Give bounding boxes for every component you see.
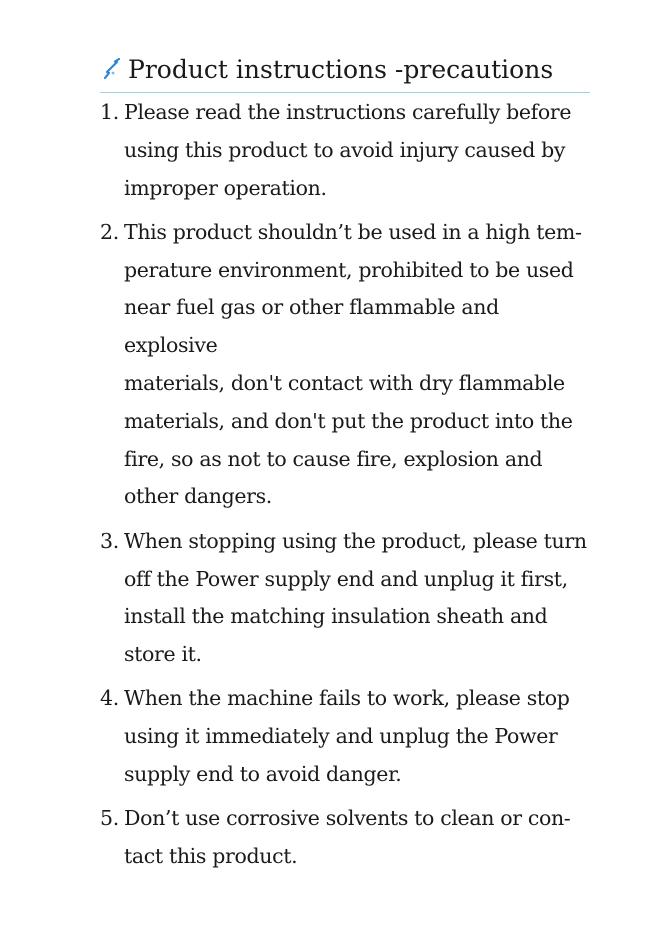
list-item	[100, 680, 595, 793]
list-item	[100, 214, 595, 516]
page-title: Product instructions -precautions	[128, 55, 554, 84]
item-line: materials, and don't put the product into the	[124, 408, 573, 433]
item-line: When stopping using the product, please turn	[124, 528, 587, 553]
item-line: When the machine fails to work, please stop	[124, 686, 570, 711]
item-number: 5.	[100, 806, 119, 831]
item-line: Don’t use corrosive solvents to clean or con-	[124, 806, 571, 831]
item-line: materials, don't contact with dry flammable	[124, 371, 565, 396]
list-item	[100, 523, 595, 674]
list-item	[100, 94, 595, 207]
item-line: tact this product.	[124, 844, 298, 869]
item-line: This product shouldn’t be used in a high tem-	[124, 219, 582, 244]
item-line: Please read the instructions carefully before	[124, 100, 572, 124]
item-line: using this product to avoid injury caused by	[124, 137, 566, 162]
item-line: other dangers.	[124, 484, 272, 509]
item-number: 1.	[100, 100, 119, 124]
section-heading	[100, 52, 590, 93]
item-line: supply end to avoid danger.	[124, 762, 402, 787]
item-number: 4.	[100, 686, 119, 711]
item-line: near fuel gas or other flammable and explosive	[124, 295, 499, 358]
precautions-list	[100, 94, 595, 882]
item-line: store it.	[124, 642, 202, 667]
item-line: using it immediately and unplug the Power	[124, 724, 558, 749]
item-line: off the Power supply end and unplug it first,	[124, 566, 568, 591]
lightning-decor-icon	[102, 58, 122, 80]
item-line: fire, so as not to cause fire, explosion and	[124, 446, 543, 471]
item-line: perature environment, prohibited to be used	[124, 257, 574, 282]
item-number: 3.	[100, 528, 119, 553]
item-line: improper operation.	[124, 175, 327, 200]
item-line: install the matching insulation sheath and	[124, 604, 548, 629]
list-item	[100, 800, 595, 876]
item-number: 2.	[100, 219, 119, 244]
